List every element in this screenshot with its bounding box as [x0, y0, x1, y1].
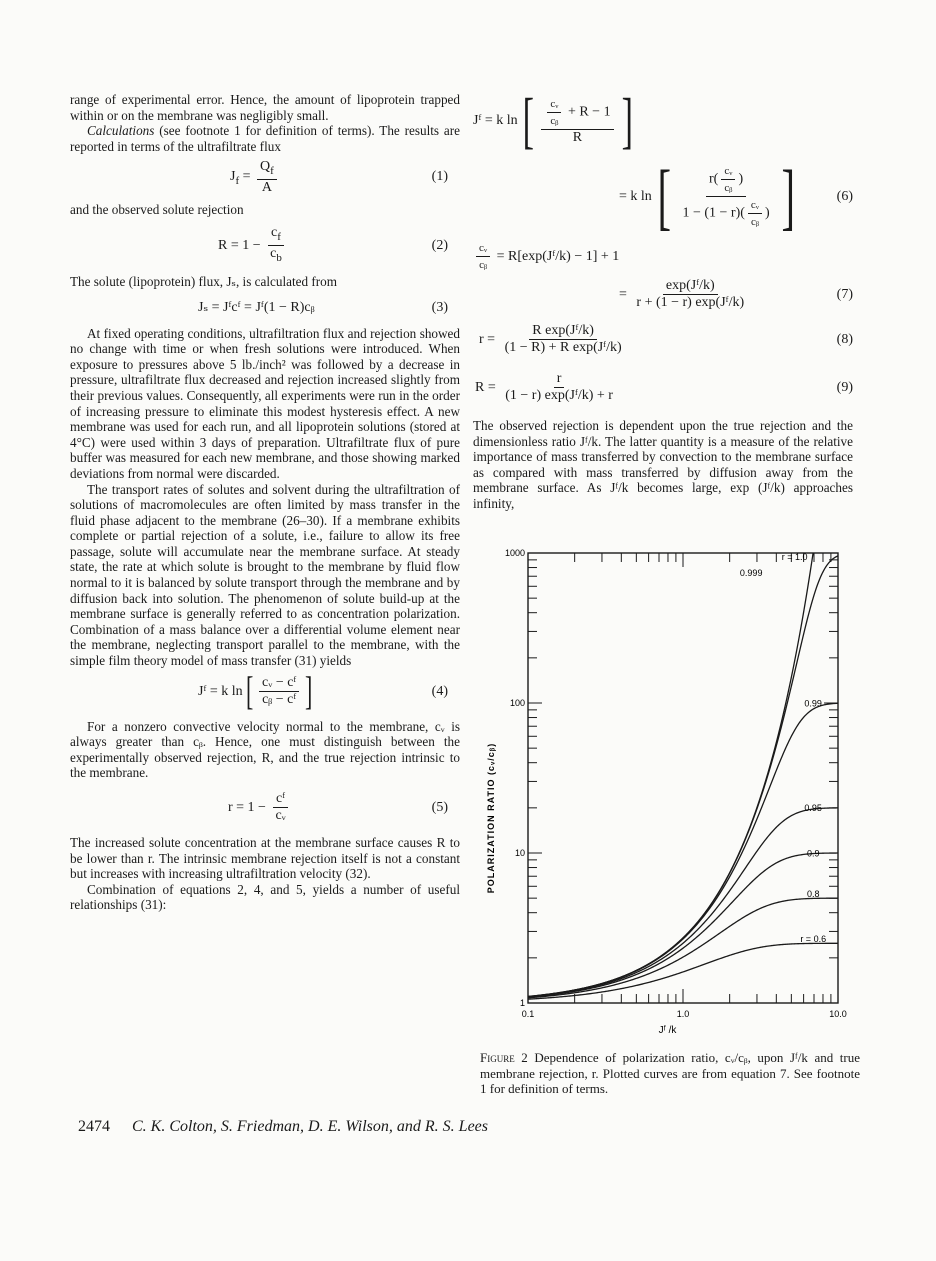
paragraph: and the observed solute rejection	[70, 202, 244, 218]
caption-label: Figure 2	[480, 1050, 528, 1065]
paragraph: The transport rates of solutes and solvent during the ultrafiltration of solutions of macromolecules are often limited by mass transfer in the fluid phase adjacent to the membrane (26–30). If a membrane exhibits complete or partial rejection of a solute, i.e., failure to allow its free passage, solute will accumulate near the membrane surface. At steady state, the rate at which solute is brought to the membrane by fluid flow normal to it is balanced by solute transport through the membrane and by diffusion back into solution. The phenomenon of solute build-up at the membrane surface is generally referred to as concentration polarization. Combination of a mass balance over a differential volume element near the membrane, neglecting transport parallel to the membrane, with the simple film theory model of mass transfer (31) yields	[70, 481, 460, 669]
equation-number: (5)	[431, 800, 448, 815]
equation-1: $J_f$ = $\frac{Q_f}{A}$ (1)	[70, 154, 460, 200]
equation-3: Jₛ = Jᶠcᶠ = Jᶠ(1 − R)cᵦ (3)	[70, 290, 460, 326]
equation-5: r = 1 − $\frac{\text{cᶠ}}{\text{cᵥ}}$ (5)	[70, 781, 460, 835]
paragraph: The increased solute concentration at the membrane surface causes R to be lower than r. The intrinsic membrane rejection itself is not a constant but increases with increasing ultrafiltration velocity (32).	[70, 835, 460, 882]
series-label: 0.8	[806, 888, 820, 899]
series-label: r = 0.6	[800, 934, 827, 945]
equation-number: (3)	[431, 299, 448, 315]
y-tick-label: 1	[519, 998, 525, 1008]
equation-8: r = $\frac{\text{R exp(Jᶠ/k)}}{\text{(1 − R) + R exp(Jᶠ/k)}}$ (8)	[473, 316, 853, 364]
equation-number: (8)	[836, 332, 853, 347]
left-column	[70, 92, 460, 913]
series-label: 0.9	[806, 848, 820, 859]
paragraph: The solute (lipoprotein) flux, Jₛ, is calculated from	[70, 273, 338, 289]
plot-frame	[528, 553, 838, 1003]
figure-caption: Figure 2 Dependence of polarization ratio, cᵥ/cᵦ, upon Jᶠ/k and true membrane rejection, r. Plotted curves are from equation 7. See footnote 1 for definition of terms.	[480, 1050, 860, 1096]
series-label: 0.999	[739, 568, 763, 579]
series-line	[528, 545, 838, 996]
series-line	[528, 853, 838, 997]
y-tick-label: 1000	[504, 548, 525, 558]
paragraph: Combination of equations 2, 4, and 5, yields a number of useful relationships (31):	[70, 881, 460, 913]
equation-6a: Jᶠ = k ln[ $\frac{\text{cᵥ}}{\text{cᵦ}}$ + R − 1 R ]	[473, 86, 633, 155]
equation-number: (4)	[431, 683, 448, 699]
equation-6b: = k ln[ r( $\frac{\text{cᵥ}}{\text{cᵦ}}$ ) 1 − (1 − r)( $\frac{\text{cᵥ}}{\text{cᵦ}}$ ) ] (6)	[473, 154, 853, 240]
equation-4: Jᶠ = k ln[ $\frac{\text{cᵥ − cᶠ}}{\text{cᵦ − cᶠ}}$ ] (4)	[198, 668, 448, 714]
y-tick-label: 100	[509, 698, 525, 708]
paragraph: range of experimental error. Hence, the amount of lipoprotein trapped within or on the membrane was negligibly small.	[70, 92, 460, 123]
series-label: 0.99	[804, 698, 822, 709]
equation-number: (9)	[836, 380, 853, 395]
author-line: C. K. Colton, S. Friedman, D. E. Wilson, and R. S. Lees	[132, 1118, 488, 1135]
x-axis-label: Jᶠ /k	[658, 1025, 677, 1035]
series-label: 0.95	[804, 803, 822, 814]
series-label: r = 1.0	[781, 551, 808, 562]
series-line	[528, 808, 838, 997]
equation-number: (1)	[431, 169, 448, 185]
paragraph: Calculations (see footnote 1 for definition of terms). The results are reported in terms of the ultrafiltrate flux	[70, 123, 460, 154]
x-tick-label: 0.1	[521, 1009, 535, 1019]
right-column	[473, 88, 853, 512]
series-line	[528, 703, 838, 996]
x-tick-label: 1.0	[676, 1009, 690, 1019]
equation-number: (2)	[431, 237, 448, 253]
equation-7a: $\frac{\text{cᵥ}}{\text{cᵦ}}$ = R[exp(Jᶠ/k) − 1] + 1	[473, 240, 853, 274]
page-footer	[78, 1118, 488, 1136]
y-axis-label: POLARIZATION RATIO (cᵥ/cᵦ)	[486, 742, 496, 894]
equation-number: (7)	[836, 287, 853, 302]
x-tick-label: 10.0	[829, 1009, 847, 1019]
polarization-chart	[480, 545, 870, 1035]
run-in-heading: Calculations	[87, 123, 155, 139]
equation-2: R = 1 − $\frac{c_f}{c_b}$ (2)	[70, 218, 460, 274]
equation-number: (6)	[836, 189, 853, 204]
figure-2	[480, 545, 870, 1035]
paragraph: At fixed operating conditions, ultrafiltration flux and rejection showed no change with time or when fresh solutions were introduced. When exposure to pressures above 5 lb./inch² was followed by a decrease in pressure, ultrafiltrate flux decreased and rejection increased slightly from their previous values. Consequently, all experiments were run in the order of increasing pressure to eliminate this modest hysteresis effect. A new membrane was used for each run, and all lipoprotein solutions (stored at 4°C) were used within 3 days of preparation. Ultrafiltrate flux of pure buffer was measured for each new membrane, and those showing marked deviations from normal were discarded.	[70, 325, 460, 481]
paragraph: For a nonzero convective velocity normal to the membrane, cᵥ is always greater than cᵦ. Hence, one must distinguish between the experimentally observed rejection, R, and the true rejection intrinsic to the membrane.	[70, 718, 460, 781]
paragraph: The observed rejection is dependent upon the true rejection and the dimensionless ratio Jᶠ/k. The latter quantity is a measure of the relative importance of mass transferred by convection to the membrane surface as compared with mass transferred by diffusion away from the membrane surface. As Jᶠ/k becomes large, exp (Jᶠ/k) approaches infinity,	[473, 418, 853, 511]
equation-7b: = $\frac{\text{exp(Jᶠ/k)}}{\text{r + (1 − r) exp(Jᶠ/k)}}$ (7)	[473, 274, 853, 316]
series-line	[528, 556, 838, 997]
y-tick-label: 10	[514, 848, 525, 858]
page-number: 2474	[78, 1118, 110, 1135]
equation-9: R = $\frac{r}{\text{(1 − r) exp(Jᶠ/k) + r}}$ (9)	[473, 364, 853, 412]
